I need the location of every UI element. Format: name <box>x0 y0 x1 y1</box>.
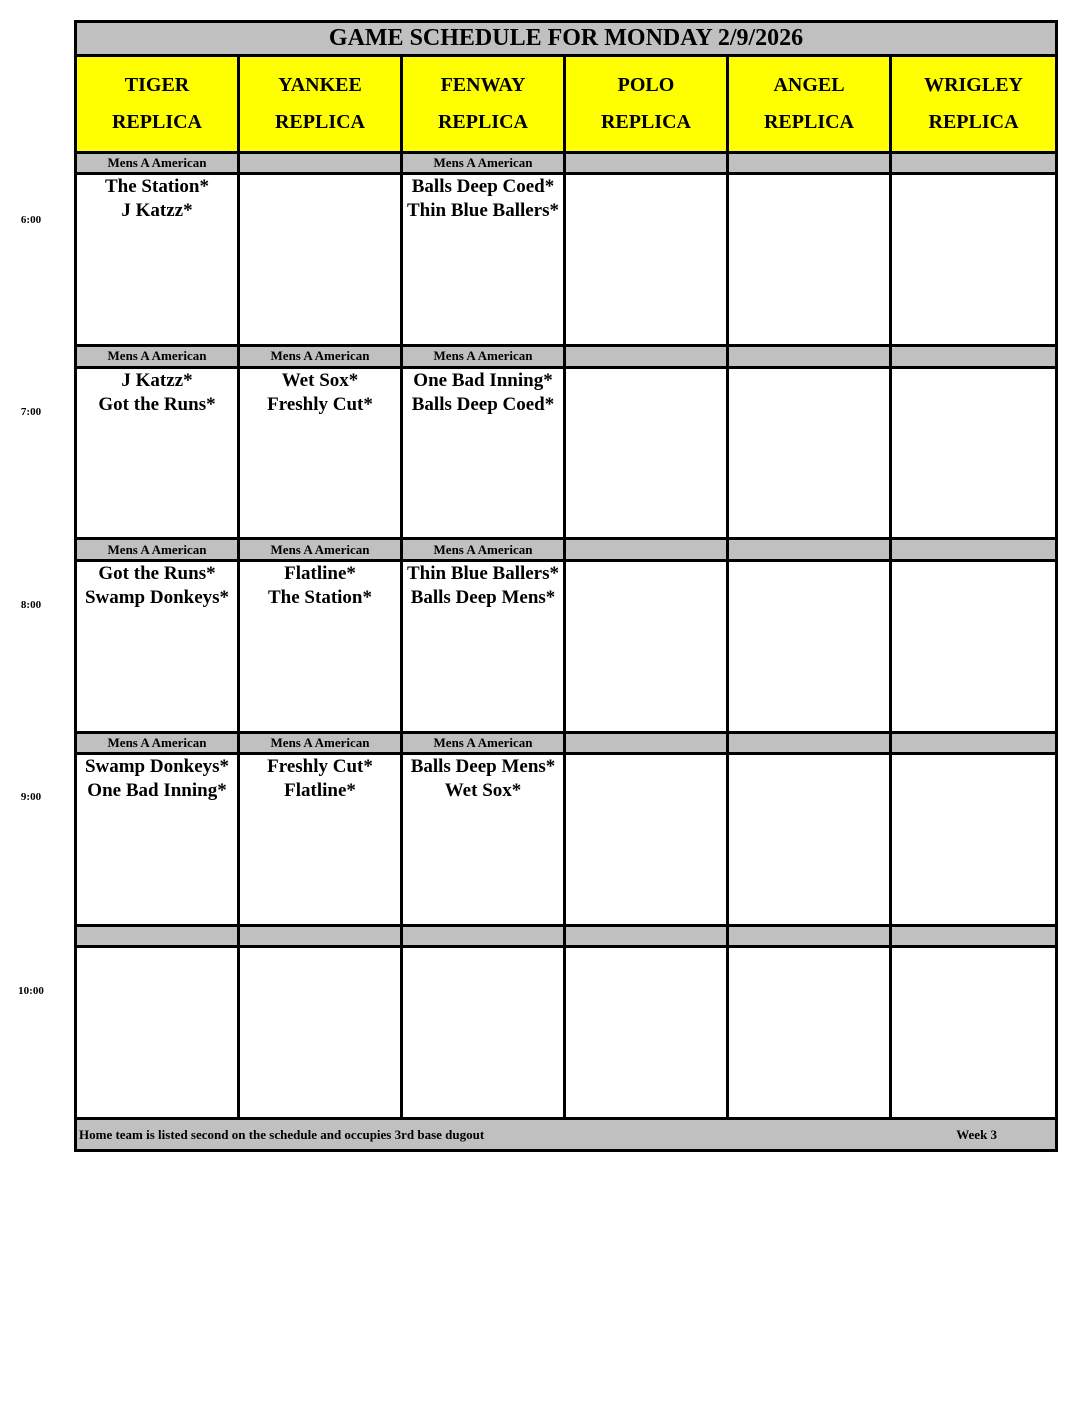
game-cell <box>565 560 728 732</box>
game-cell <box>565 174 728 346</box>
field-type: REPLICA <box>928 110 1019 133</box>
field-name: POLO <box>617 73 675 96</box>
game-cell <box>565 754 728 926</box>
field-type: REPLICA <box>111 110 202 133</box>
schedule-table <box>74 20 1058 1152</box>
field-header-wrigley <box>891 55 1057 152</box>
division-label <box>565 925 728 946</box>
field-header-fenway <box>402 55 565 152</box>
time-label: 6:00 <box>20 214 42 226</box>
game-row <box>76 560 1057 732</box>
division-label <box>565 346 728 367</box>
division-label <box>76 925 239 946</box>
field-type: REPLICA <box>437 110 528 133</box>
home-team: J Katzz* <box>121 200 193 222</box>
division-row <box>76 539 1057 560</box>
division-label: Mens A American <box>76 539 239 560</box>
game-cell <box>891 754 1057 926</box>
game-cell <box>891 367 1057 539</box>
game-cell <box>728 367 891 539</box>
division-row <box>76 732 1057 753</box>
division-label <box>728 152 891 173</box>
division-label: Mens A American <box>402 539 565 560</box>
division-label <box>728 539 891 560</box>
page-title: GAME SCHEDULE FOR MONDAY 2/9/2026 <box>76 22 1057 56</box>
division-row <box>76 925 1057 946</box>
field-name: TIGER <box>124 73 190 96</box>
field-header-angel <box>728 55 891 152</box>
division-label <box>239 925 402 946</box>
away-team: Flatline* <box>284 562 356 584</box>
away-team: J Katzz* <box>121 369 193 391</box>
field-header-polo <box>565 55 728 152</box>
field-name: WRIGLEY <box>924 73 1023 96</box>
division-label: Mens A American <box>76 152 239 173</box>
game-cell <box>728 174 891 346</box>
division-label <box>891 925 1057 946</box>
week-label: Week 3 <box>956 1126 998 1142</box>
game-cell <box>891 947 1057 1119</box>
time-label: 10:00 <box>18 985 44 997</box>
field-type: REPLICA <box>600 110 691 133</box>
home-team: One Bad Inning* <box>87 780 227 802</box>
division-label <box>891 346 1057 367</box>
away-team: One Bad Inning* <box>413 369 553 391</box>
division-label: Mens A American <box>239 539 402 560</box>
field-header-tiger <box>76 55 239 152</box>
division-label <box>728 346 891 367</box>
game-cell <box>402 754 565 926</box>
home-team: The Station* <box>268 586 372 608</box>
game-cell <box>728 947 891 1119</box>
game-cell <box>728 560 891 732</box>
game-cell <box>239 947 402 1119</box>
division-label <box>565 539 728 560</box>
home-team: Thin Blue Ballers* <box>406 200 560 222</box>
home-team: Balls Deep Coed* <box>411 393 555 415</box>
time-label: 8:00 <box>20 599 42 611</box>
division-label <box>565 152 728 173</box>
division-label: Mens A American <box>76 732 239 753</box>
away-team: Thin Blue Ballers* <box>406 562 560 584</box>
game-cell <box>76 947 239 1119</box>
division-label <box>728 925 891 946</box>
home-team: Got the Runs* <box>98 393 216 415</box>
game-cell <box>239 754 402 926</box>
game-cell <box>891 560 1057 732</box>
division-label <box>565 732 728 753</box>
time-label: 9:00 <box>20 791 42 803</box>
game-cell <box>402 367 565 539</box>
game-cell <box>239 174 402 346</box>
home-team: Freshly Cut* <box>267 393 373 415</box>
division-label <box>402 925 565 946</box>
division-row <box>76 346 1057 367</box>
division-label: Mens A American <box>76 346 239 367</box>
division-label <box>891 732 1057 753</box>
game-cell <box>728 754 891 926</box>
division-row <box>76 152 1057 173</box>
field-name: YANKEE <box>278 73 362 96</box>
away-team: Swamp Donkeys* <box>84 756 230 778</box>
game-cell <box>239 560 402 732</box>
field-name: FENWAY <box>440 73 526 96</box>
division-label: Mens A American <box>402 346 565 367</box>
away-team: Balls Deep Mens* <box>410 756 556 778</box>
division-label: Mens A American <box>239 732 402 753</box>
game-cell <box>402 560 565 732</box>
away-team: Wet Sox* <box>281 369 359 391</box>
game-cell <box>565 367 728 539</box>
game-cell <box>76 367 239 539</box>
division-label: Mens A American <box>402 732 565 753</box>
game-cell <box>402 947 565 1119</box>
footer <box>76 1119 1057 1151</box>
game-row <box>76 174 1057 346</box>
game-cell <box>402 174 565 346</box>
game-cell <box>239 367 402 539</box>
away-team: The Station* <box>105 176 209 198</box>
division-label <box>728 732 891 753</box>
game-cell <box>76 754 239 926</box>
game-cell <box>76 174 239 346</box>
game-row <box>76 947 1057 1119</box>
home-team: Flatline* <box>284 780 356 802</box>
game-row <box>76 754 1057 926</box>
time-label: 7:00 <box>20 406 42 418</box>
away-team: Balls Deep Coed* <box>411 176 555 198</box>
game-row <box>76 367 1057 539</box>
field-type: REPLICA <box>274 110 365 133</box>
home-team: Balls Deep Mens* <box>410 586 556 608</box>
field-name: ANGEL <box>773 73 845 96</box>
home-team: Swamp Donkeys* <box>84 586 230 608</box>
away-team: Got the Runs* <box>98 562 216 584</box>
division-label: Mens A American <box>239 346 402 367</box>
game-cell <box>76 560 239 732</box>
game-cell <box>891 174 1057 346</box>
division-label <box>891 539 1057 560</box>
division-label <box>891 152 1057 173</box>
field-type: REPLICA <box>763 110 854 133</box>
footer-note: Home team is listed second on the schedule and occupies 3rd base dugout <box>79 1126 485 1142</box>
game-cell <box>565 947 728 1119</box>
division-label <box>239 152 402 173</box>
away-team: Freshly Cut* <box>267 756 373 778</box>
division-label: Mens A American <box>402 152 565 173</box>
field-header-yankee <box>239 55 402 152</box>
home-team: Wet Sox* <box>444 780 522 802</box>
